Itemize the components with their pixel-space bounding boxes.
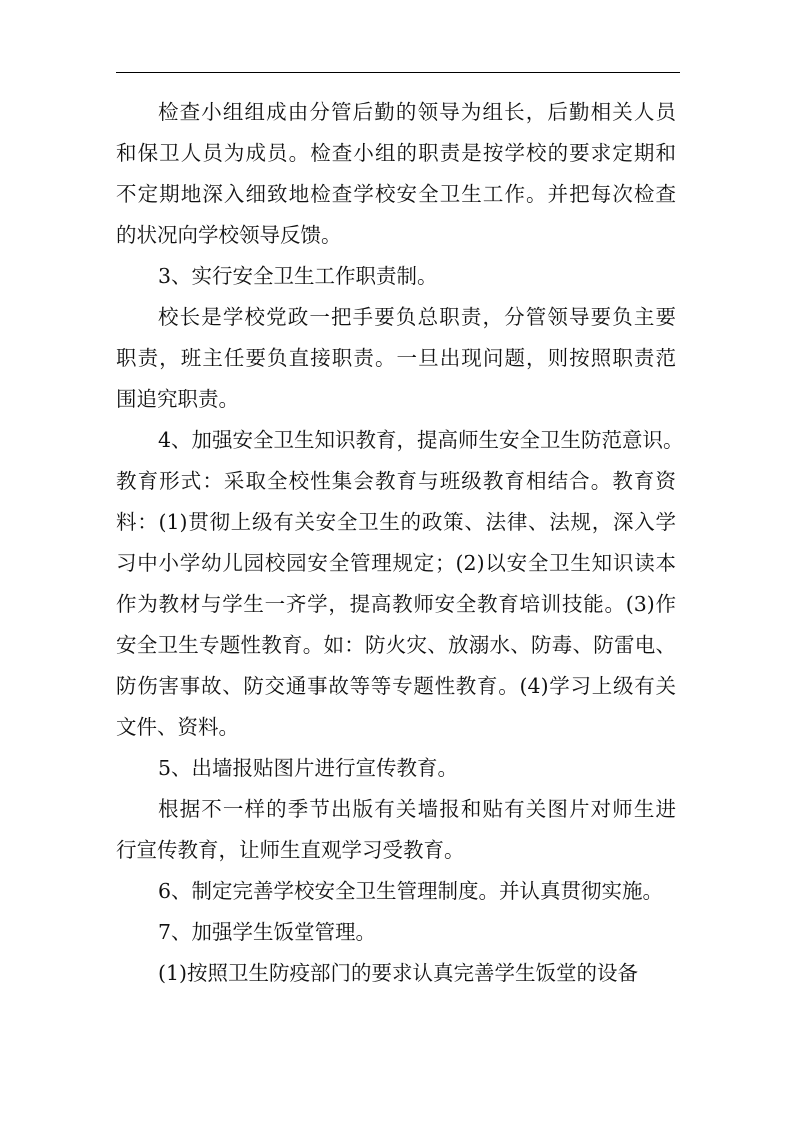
text-line: 7、加强学生饭堂管理。 [158, 920, 377, 944]
text-line: 不定期地深入细致地检查学校安全卫生工作。并把每次检查 [116, 182, 676, 206]
text-line: 文件、资料。 [116, 715, 239, 739]
text-line: 检查小组组成由分管后勤的领导为组长，后勤相关人员 [158, 100, 676, 124]
text-line: 防伤害事故、防交通事故等等专题性教育。(4)学习上级有关 [116, 674, 676, 698]
text-line: 5、出墙报贴图片进行宣传教育。 [158, 756, 459, 780]
text-line: 教育形式：采取全校性集会教育与班级教育相结合。教育资 [116, 469, 676, 493]
text-line: (1)按照卫生防疫部门的要求认真完善学生饭堂的设备 [158, 961, 639, 985]
text-line: 根据不一样的季节出版有关墙报和贴有关图片对师生进 [158, 797, 676, 821]
text-line: 校长是学校党政一把手要负总职责，分管领导要负主要 [158, 305, 676, 329]
text-line: 料：(1)贯彻上级有关安全卫生的政策、法律、法规，深入学 [116, 510, 676, 534]
text-line: 安全卫生专题性教育。如：防火灾、放溺水、防毒、防雷电、 [116, 633, 676, 657]
text-line: 行宣传教育，让师生直观学习受教育。 [116, 838, 465, 862]
text-line: 围追究职责。 [116, 387, 239, 411]
text-line: 作为教材与学生一齐学，提高教师安全教育培训技能。(3)作 [116, 592, 676, 616]
text-line: 4、加强安全卫生知识教育，提高师生安全卫生防范意识。 [158, 428, 684, 452]
document-body [116, 92, 684, 994]
header-rule [116, 72, 680, 73]
text-line: 3、实行安全卫生工作职责制。 [158, 264, 438, 288]
text-line: 的状况向学校领导反馈。 [116, 223, 342, 247]
text-line: 职责，班主任要负直接职责。一旦出现问题，则按照职责范 [116, 346, 676, 370]
text-line: 和保卫人员为成员。检查小组的职责是按学校的要求定期和 [116, 141, 676, 165]
text-line: 6、制定完善学校安全卫生管理制度。并认真贯彻实施。 [158, 879, 664, 903]
text-line: 习中小学幼儿园校园安全管理规定；(2)以安全卫生知识读本 [116, 551, 676, 575]
